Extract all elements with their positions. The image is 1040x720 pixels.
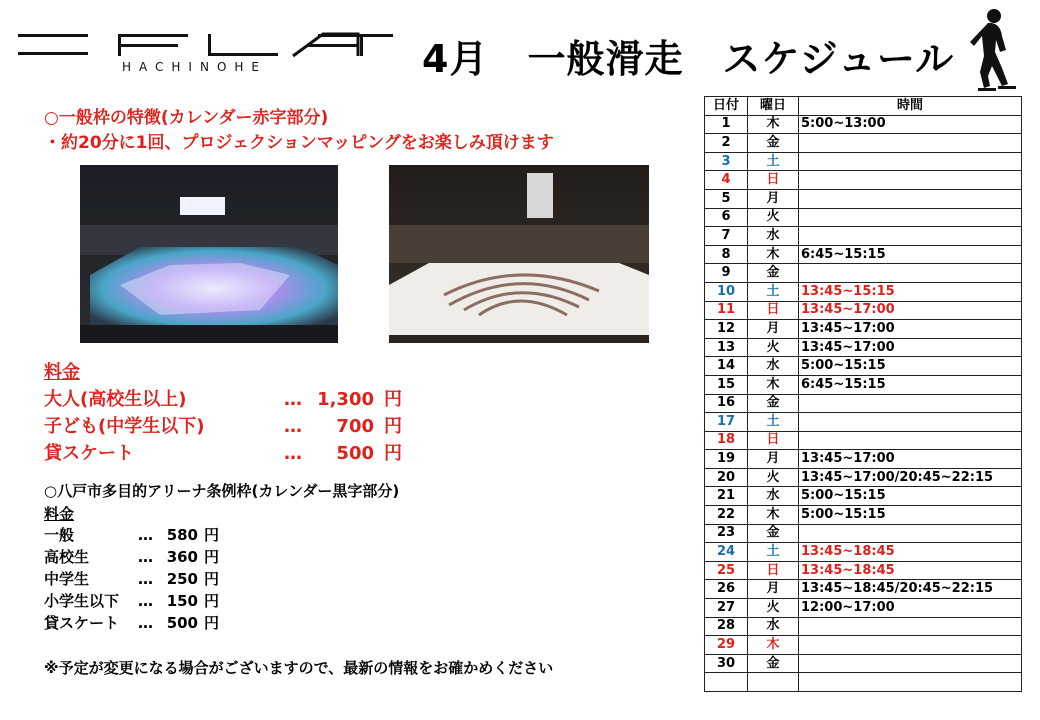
schedule-row xyxy=(705,208,1022,227)
schedule-weekday: 火 xyxy=(748,208,799,227)
schedule-row xyxy=(705,524,1022,543)
schedule-weekday: 金 xyxy=(748,394,799,413)
schedule-date: 19 xyxy=(705,450,748,469)
fee-price: 1,300 xyxy=(317,389,374,410)
fee-unit: 円 xyxy=(384,416,402,437)
city-fee-name: 小学生以下 xyxy=(44,592,120,610)
schedule-row xyxy=(705,394,1022,413)
city-fee-dots: … xyxy=(138,614,153,632)
schedule-date: 13 xyxy=(705,338,748,357)
schedule-weekday: 月 xyxy=(748,450,799,469)
schedule-time xyxy=(799,636,1022,655)
fee-dots: … xyxy=(284,389,302,410)
schedule-date: 9 xyxy=(705,264,748,283)
schedule-weekday xyxy=(748,673,799,692)
schedule-row xyxy=(705,506,1022,525)
schedule-weekday: 木 xyxy=(748,375,799,394)
schedule-row xyxy=(705,450,1022,469)
feature-heading: ○一般枠の特徴(カレンダー赤字部分) xyxy=(44,108,329,128)
fee-row xyxy=(44,413,402,440)
header-date: 日付 xyxy=(705,97,748,116)
fee-unit: 円 xyxy=(384,443,402,464)
schedule-row xyxy=(705,264,1022,283)
schedule-weekday: 土 xyxy=(748,152,799,171)
schedule-date: 15 xyxy=(705,375,748,394)
schedule-date: 26 xyxy=(705,580,748,599)
schedule-time: 13:45~17:00 xyxy=(799,338,1022,357)
schedule-date: 7 xyxy=(705,227,748,246)
schedule-time: 6:45~15:15 xyxy=(799,245,1022,264)
schedule-table xyxy=(704,96,1022,692)
city-fee-unit: 円 xyxy=(204,548,220,566)
schedule-row xyxy=(705,115,1022,134)
city-fee-row xyxy=(44,524,399,546)
schedule-row xyxy=(705,245,1022,264)
schedule-weekday: 土 xyxy=(748,413,799,432)
header-time: 時間 xyxy=(799,97,1022,116)
schedule-time: 5:00~13:00 xyxy=(799,115,1022,134)
schedule-time: 13:45~15:15 xyxy=(799,282,1022,301)
schedule-date: 14 xyxy=(705,357,748,376)
city-fee-row xyxy=(44,568,399,590)
schedule-row xyxy=(705,617,1022,636)
schedule-weekday: 日 xyxy=(748,301,799,320)
schedule-row xyxy=(705,561,1022,580)
city-fee-row xyxy=(44,612,399,634)
city-fee-dots: … xyxy=(138,570,153,588)
schedule-time: 5:00~15:15 xyxy=(799,357,1022,376)
schedule-date: 5 xyxy=(705,189,748,208)
schedule-date: 10 xyxy=(705,282,748,301)
schedule-weekday: 火 xyxy=(748,599,799,618)
schedule-weekday: 水 xyxy=(748,227,799,246)
schedule-row xyxy=(705,599,1022,618)
schedule-time: 13:45~17:00 xyxy=(799,301,1022,320)
schedule-date: 12 xyxy=(705,320,748,339)
schedule-time: 13:45~18:45/20:45~22:15 xyxy=(799,580,1022,599)
city-fee-row xyxy=(44,590,399,612)
schedule-weekday: 水 xyxy=(748,617,799,636)
schedule-date: 18 xyxy=(705,431,748,450)
logo-subtitle: HACHINOHE xyxy=(122,60,267,74)
schedule-weekday: 水 xyxy=(748,487,799,506)
schedule-weekday: 日 xyxy=(748,561,799,580)
schedule-weekday: 金 xyxy=(748,654,799,673)
schedule-row xyxy=(705,134,1022,153)
schedule-date: 21 xyxy=(705,487,748,506)
city-fee-price: 580 xyxy=(166,526,198,544)
schedule-weekday: 日 xyxy=(748,171,799,190)
schedule-date: 16 xyxy=(705,394,748,413)
schedule-row xyxy=(705,468,1022,487)
schedule-weekday: 木 xyxy=(748,245,799,264)
schedule-time xyxy=(799,431,1022,450)
schedule-weekday: 木 xyxy=(748,506,799,525)
schedule-date: 23 xyxy=(705,524,748,543)
schedule-time xyxy=(799,524,1022,543)
schedule-date: 17 xyxy=(705,413,748,432)
schedule-weekday: 木 xyxy=(748,115,799,134)
schedule-time xyxy=(799,413,1022,432)
fee-price: 500 xyxy=(336,443,374,464)
fee-dots: … xyxy=(284,443,302,464)
schedule-weekday: 木 xyxy=(748,636,799,655)
schedule-time: 13:45~18:45 xyxy=(799,561,1022,580)
schedule-time xyxy=(799,134,1022,153)
schedule-weekday: 土 xyxy=(748,282,799,301)
schedule-time: 5:00~15:15 xyxy=(799,506,1022,525)
schedule-date: 6 xyxy=(705,208,748,227)
schedule-time xyxy=(799,171,1022,190)
schedule-row xyxy=(705,357,1022,376)
schedule-date: 28 xyxy=(705,617,748,636)
schedule-row xyxy=(705,227,1022,246)
city-fee-unit: 円 xyxy=(204,592,220,610)
city-fee-dots: … xyxy=(138,526,153,544)
schedule-weekday: 火 xyxy=(748,338,799,357)
schedule-date: 11 xyxy=(705,301,748,320)
schedule-weekday: 金 xyxy=(748,524,799,543)
city-fees-heading: 料金 xyxy=(44,505,75,523)
change-notice: ※予定が変更になる場合がございますので、最新の情報をお確かめください xyxy=(44,659,554,677)
schedule-time: 12:00~17:00 xyxy=(799,599,1022,618)
city-fee-price: 250 xyxy=(166,570,198,588)
fee-row xyxy=(44,386,402,413)
schedule-time: 6:45~15:15 xyxy=(799,375,1022,394)
schedule-time xyxy=(799,227,1022,246)
rink-photo-projection xyxy=(80,165,338,343)
schedule-time: 5:00~15:15 xyxy=(799,487,1022,506)
schedule-date: 27 xyxy=(705,599,748,618)
skater-silhouette-icon xyxy=(962,6,1022,98)
general-fees xyxy=(44,358,402,467)
schedule-time xyxy=(799,152,1022,171)
schedule-date: 8 xyxy=(705,245,748,264)
city-fee-price: 150 xyxy=(166,592,198,610)
fees-heading: 料金 xyxy=(44,362,80,383)
city-fee-unit: 円 xyxy=(204,526,220,544)
schedule-row xyxy=(705,636,1022,655)
city-fee-name: 貸スケート xyxy=(44,614,120,632)
rink-photo-maze xyxy=(389,165,649,343)
fee-name: 子ども(中学生以下) xyxy=(44,416,205,437)
schedule-time: 13:45~17:00 xyxy=(799,450,1022,469)
schedule-time: 13:45~17:00/20:45~22:15 xyxy=(799,468,1022,487)
fee-name: 貸スケート xyxy=(44,443,134,464)
schedule-row xyxy=(705,375,1022,394)
fee-price: 700 xyxy=(336,416,374,437)
schedule-weekday: 月 xyxy=(748,580,799,599)
schedule-weekday: 月 xyxy=(748,189,799,208)
header-weekday: 曜日 xyxy=(748,97,799,116)
city-fee-unit: 円 xyxy=(204,614,220,632)
schedule-time: 13:45~18:45 xyxy=(799,543,1022,562)
schedule-date: 1 xyxy=(705,115,748,134)
city-fee-name: 中学生 xyxy=(44,570,90,588)
schedule-row xyxy=(705,189,1022,208)
schedule-weekday: 土 xyxy=(748,543,799,562)
schedule-date xyxy=(705,673,748,692)
schedule-date: 2 xyxy=(705,134,748,153)
city-fee-row xyxy=(44,546,399,568)
schedule-date: 22 xyxy=(705,506,748,525)
schedule-row xyxy=(705,320,1022,339)
schedule-date: 29 xyxy=(705,636,748,655)
schedule-date: 3 xyxy=(705,152,748,171)
schedule-row xyxy=(705,654,1022,673)
schedule-row xyxy=(705,301,1022,320)
schedule-time xyxy=(799,264,1022,283)
city-fees-title: ○八戸市多目的アリーナ条例枠(カレンダー黒字部分) xyxy=(44,482,400,500)
schedule-time xyxy=(799,208,1022,227)
fee-row xyxy=(44,440,402,467)
schedule-row xyxy=(705,338,1022,357)
schedule-weekday: 金 xyxy=(748,264,799,283)
schedule-row xyxy=(705,673,1022,692)
schedule-row xyxy=(705,413,1022,432)
city-fee-dots: … xyxy=(138,548,153,566)
schedule-weekday: 月 xyxy=(748,320,799,339)
schedule-time: 13:45~17:00 xyxy=(799,320,1022,339)
schedule-time xyxy=(799,189,1022,208)
schedule-row xyxy=(705,171,1022,190)
schedule-weekday: 日 xyxy=(748,431,799,450)
schedule-time xyxy=(799,394,1022,413)
schedule-weekday: 火 xyxy=(748,468,799,487)
schedule-row xyxy=(705,282,1022,301)
schedule-row xyxy=(705,543,1022,562)
city-fee-name: 高校生 xyxy=(44,548,90,566)
schedule-date: 25 xyxy=(705,561,748,580)
schedule-time xyxy=(799,617,1022,636)
schedule-time xyxy=(799,673,1022,692)
fee-unit: 円 xyxy=(384,389,402,410)
fee-name: 大人(高校生以上) xyxy=(44,389,187,410)
schedule-row xyxy=(705,487,1022,506)
feature-description: ・約20分に1回、プロジェクションマッピングをお楽しみ頂けます xyxy=(44,133,554,153)
schedule-time xyxy=(799,654,1022,673)
schedule-weekday: 金 xyxy=(748,134,799,153)
page-title: 4月 一般滑走 スケジュール xyxy=(422,37,955,81)
schedule-date: 30 xyxy=(705,654,748,673)
schedule-date: 24 xyxy=(705,543,748,562)
fee-dots: … xyxy=(284,416,302,437)
schedule-date: 4 xyxy=(705,171,748,190)
city-fee-dots: … xyxy=(138,592,153,610)
schedule-date: 20 xyxy=(705,468,748,487)
city-fee-name: 一般 xyxy=(44,526,75,544)
schedule-row xyxy=(705,431,1022,450)
schedule-row xyxy=(705,152,1022,171)
schedule-row xyxy=(705,580,1022,599)
city-fee-price: 500 xyxy=(166,614,198,632)
city-fees xyxy=(44,480,399,634)
city-fee-unit: 円 xyxy=(204,570,220,588)
schedule-weekday: 水 xyxy=(748,357,799,376)
city-fee-price: 360 xyxy=(166,548,198,566)
